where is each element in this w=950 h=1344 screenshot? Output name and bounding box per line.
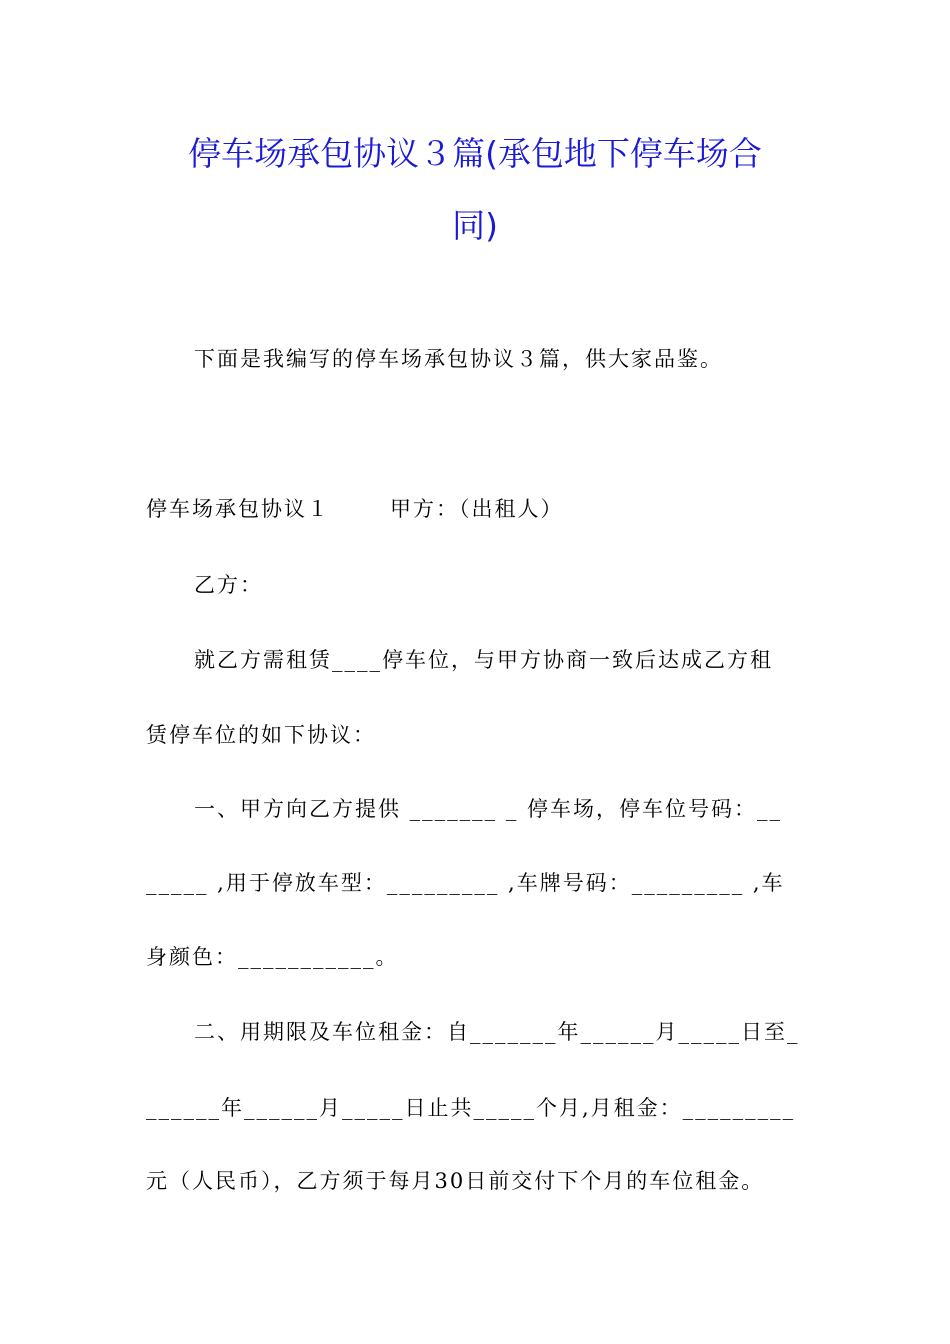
document-title-line-2: 同) (452, 206, 498, 245)
agreement-heading: 停车场承包协议１ (146, 497, 330, 521)
clause-1-line-1: 一、甲方向乙方提供 _______ _ 停车场，停车位号码：__ (194, 797, 783, 821)
clause-2-line-1: 二、用期限及车位租金：自_______年______月_____日至_ (194, 1020, 800, 1044)
intro-paragraph: 下面是我编写的停车场承包协议３篇，供大家品鉴。 (194, 347, 723, 371)
clause-1-line-3: 身颜色：___________。 (146, 945, 399, 969)
document-title-line-1: 停车场承包协议３篇(承包地下停车场合 (188, 134, 762, 173)
party-a-label: 甲方：（出租人） (390, 497, 564, 521)
party-b-label: 乙方： (194, 573, 263, 597)
clause-1-line-2: _____ ,用于停放车型：_________ ,车牌号码：_________ ,车 (146, 871, 785, 895)
agreement-heading-row (146, 494, 564, 524)
paragraph-1-line-2: 赁停车位的如下协议： (146, 723, 376, 747)
clause-2-line-2: ______年______月_____日止共_____个月,月租金：_________ (146, 1096, 796, 1120)
paragraph-1-line-1: 就乙方需租赁____停车位，与甲方协商一致后达成乙方租 (194, 648, 773, 672)
clause-2-line-3: 元（人民币），乙方须于每月30日前交付下个月的车位租金。 (146, 1169, 765, 1193)
